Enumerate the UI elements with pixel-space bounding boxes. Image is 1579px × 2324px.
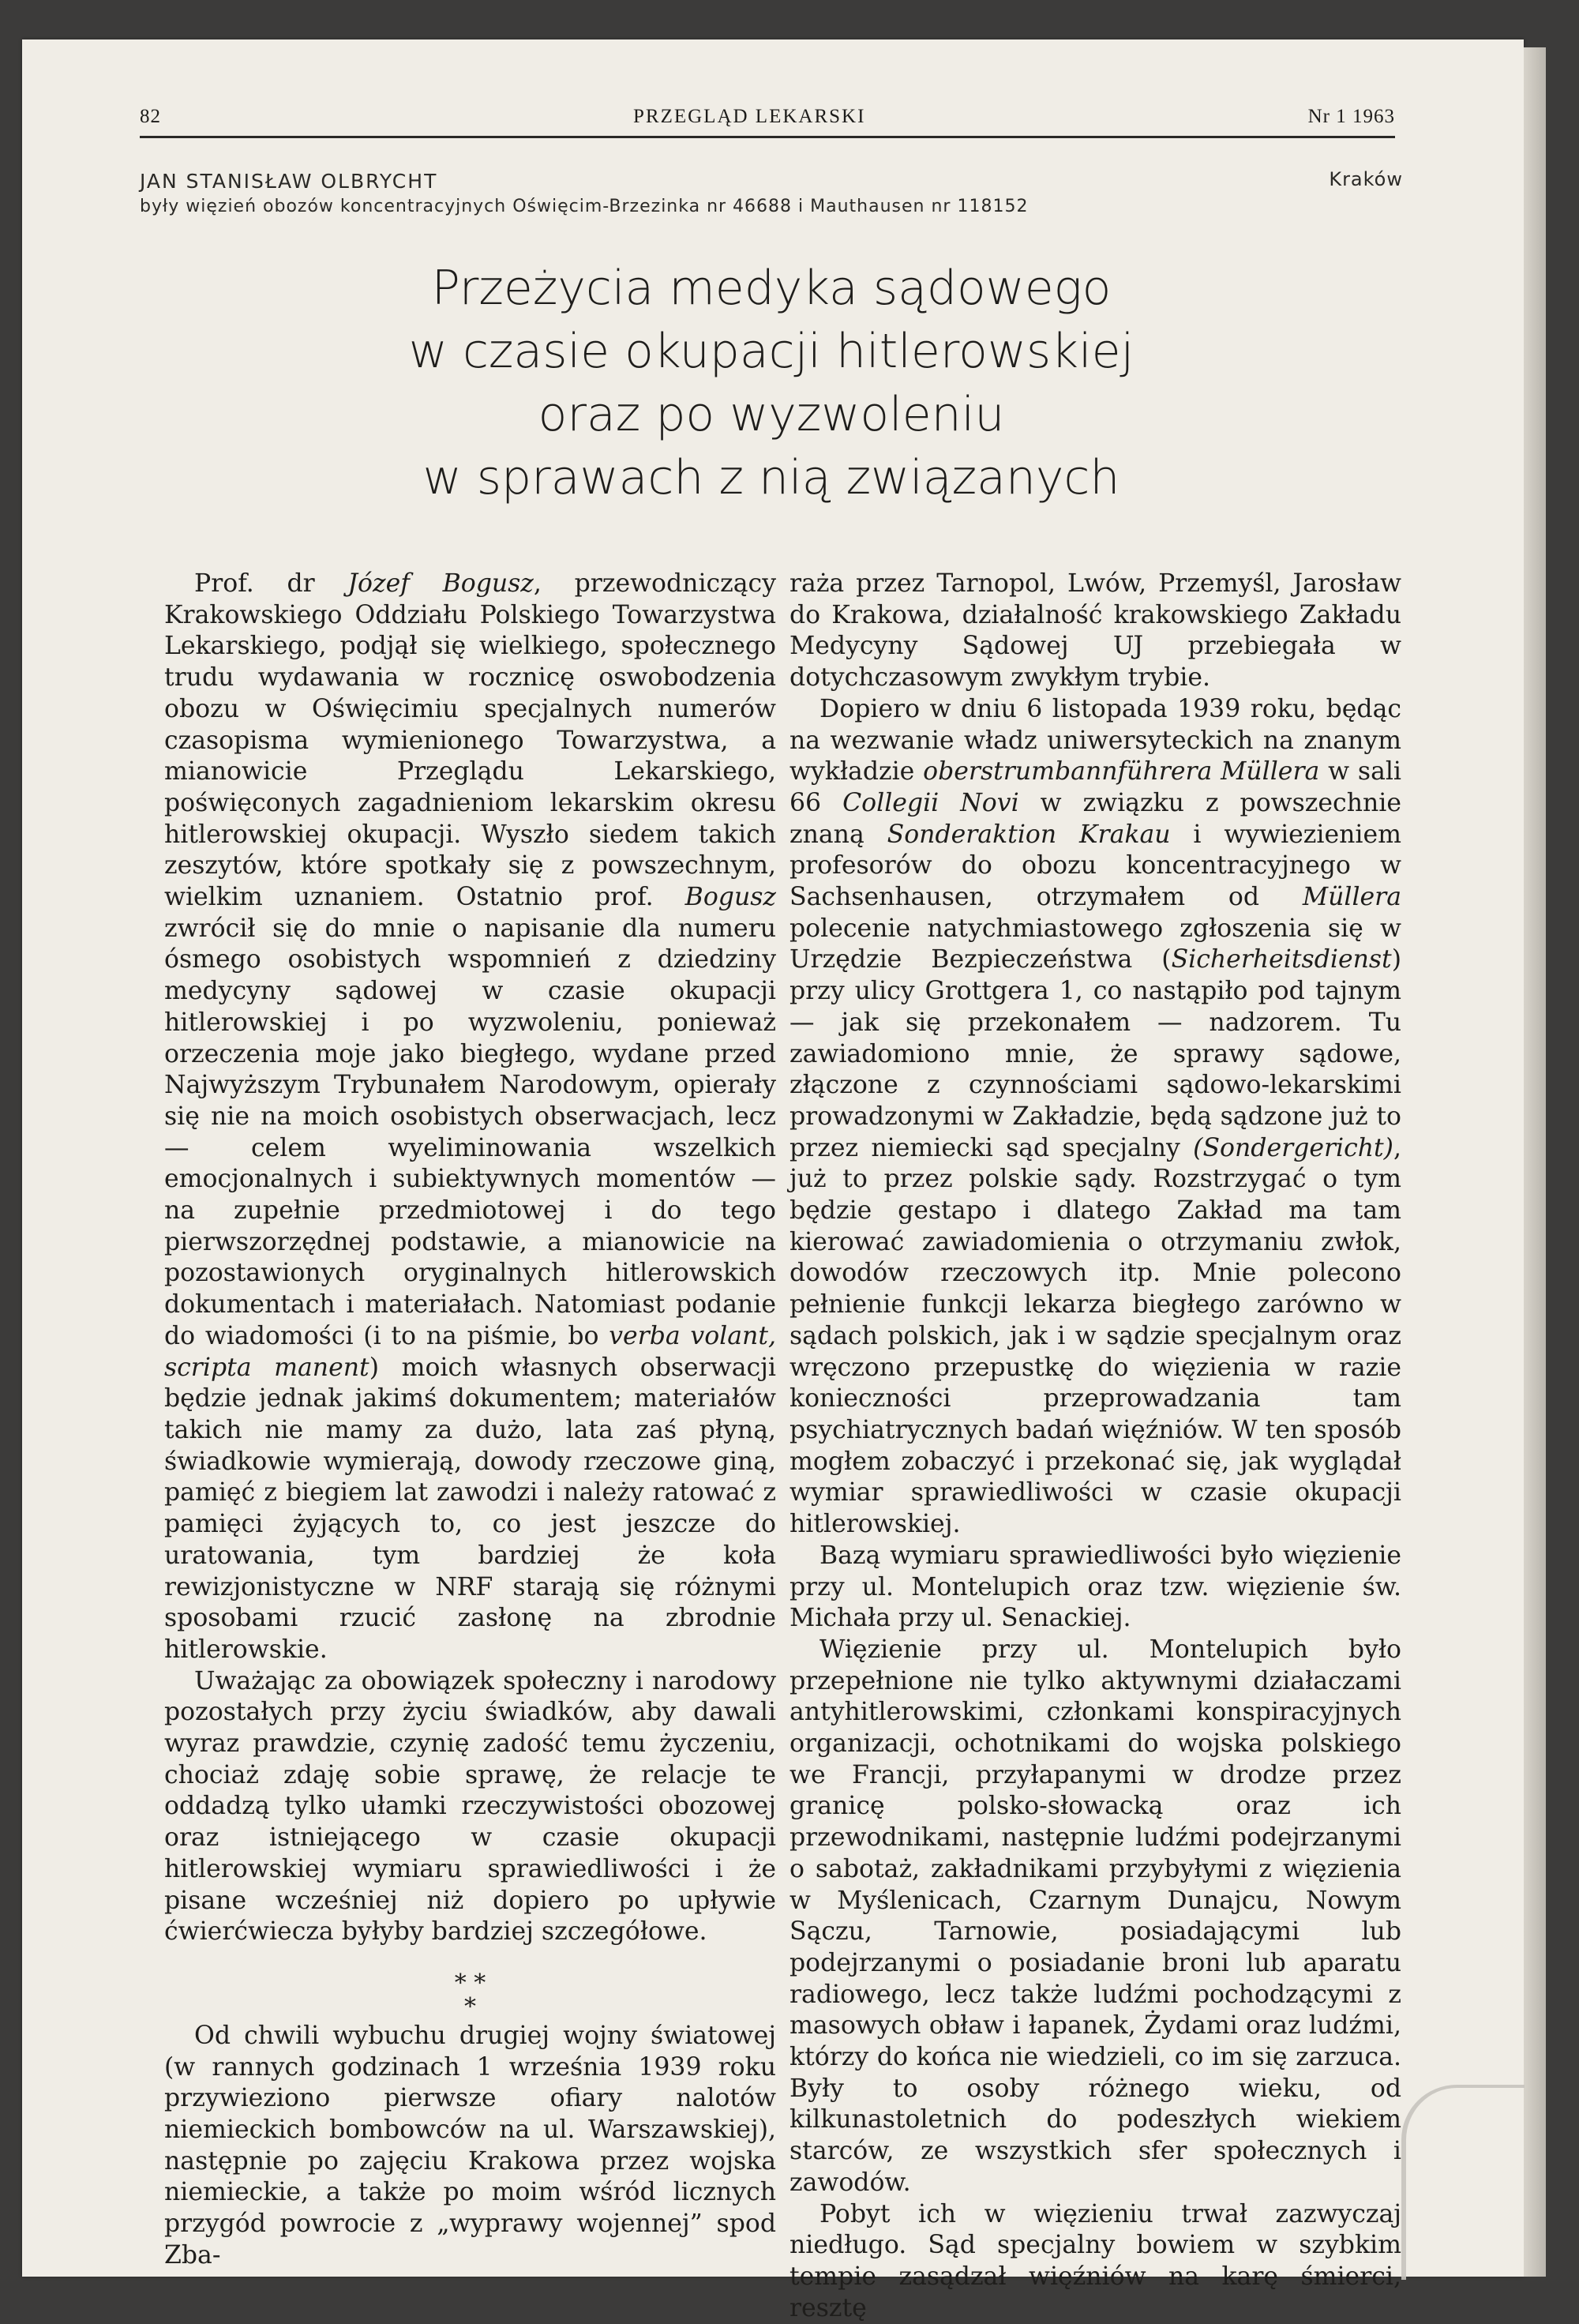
asterisks-top: * * bbox=[454, 1969, 486, 1997]
author-affiliation: były więzień obozów koncentracyjnych Oświęcim-Brzezinka nr 46688 i Mauthausen nr 118152 bbox=[140, 197, 1029, 216]
paragraph: Więzienie przy ul. Montelupich było przepełnione nie tylko aktywnymi działaczami antyhitlerowskimi, członkami konspiracyjnych organizacji, ochotnikami do wojska polskiego we Francji, przyłapanymi w drodze przez granicę polsko-słowacką oraz ich przewodnikami, następnie ludźmi podejrzanymi o sabotaż, zakładnikami przybyłymi z więzienia w Myślenicach, Czarnym Dunajcu, Nowym Sączu, Tarnowie, posiadającymi lub podejrzanymi o posiadanie broni lub aparatu radiowego, lecz także ludźmi pochodzącymi z masowych obław i łapanek, Żydami oraz ludźmi, którzy do końca nie wiedzieli, co im się zarzuca. Były to osoby różnego wieku, od kilkunastoletnich do podeszłych wiekiem starców, ze wszystkich sfer społecznych i zawodów. bbox=[790, 1635, 1401, 2197]
journal-title: PRZEGLĄD LEKARSKI bbox=[633, 106, 866, 127]
page-number: 82 bbox=[140, 106, 161, 127]
paragraph: Bazą wymiaru sprawiedliwości było więzienie przy ul. Montelupich oraz tzw. więzienie św. Michała przy ul. Senackiej. bbox=[790, 1541, 1401, 1633]
title-line: Przeżycia medyka sądowego bbox=[431, 261, 1112, 316]
author-block bbox=[140, 168, 1403, 219]
title-line: w czasie okupacji hitlerowskiej bbox=[408, 324, 1135, 379]
paragraph: Dopiero w dniu 6 listopada 1939 roku, będąc na wezwanie władz uniwersyteckich na znanym wykładzie oberstrumbannführera Müllera w sali 66 Collegii Novi w związku z powszechnie znaną Sonderaktion Krakau i wywiezieniem profesorów do obozu koncentracyjnego w Sachsenhausen, otrzymałem od Müllera polecenie natychmiastowego zgłoszenia się w Urzędzie Bezpieczeństwa (Sicherheitsdienst) przy ulicy Grottgera 1, co nastąpiło pod tajnym — jak się przekonałem — nadzorem. Tu zawiadomiono mnie, że sprawy sądowe, złączone z czynnościami sądowo-lekarskimi prowadzonymi w Zakładzie, będą sądzone już to przez niemiecki sąd specjalny (Sondergericht), już to przez polskie sądy. Rozstrzygać o tym będzie gestapo i dlatego Zakład ma tam kierować zawiadomienia o otrzymaniu zwłok, dowodów rzeczowych itp. Mnie polecono pełnienie funkcji lekarza biegłego zarówno w sądach polskich, jak i w sądzie specjalnym oraz wręczono przepustkę do więzienia w razie konieczności przeprowadzania tam psychiatrycznych badań więźniów. W ten sposób mogłem zobaczyć i przekonać się, jak wyglądał wymiar sprawiedliwości w czasie okupacji hitlerowskiej. bbox=[790, 694, 1401, 1539]
page-edge-shadow bbox=[1524, 47, 1546, 2277]
paragraph-continued: raża przez Tarnopol, Lwów, Przemyśl, Jarosław do Krakowa, działalność krakowskiego Zakładu Medycyny Sądowej UJ przebiegała w dotychczasowym zwykłym trybie. bbox=[790, 569, 1401, 693]
section-separator bbox=[164, 1948, 776, 2021]
paragraph: Od chwili wybuchu drugiej wojny światowej (w rannych godzinach 1 września 1939 roku przywieziono pierwsze ofiary nalotów niemieckich bombowców na ul. Warszawskiej), następnie po zajęciu Krakowa przez wojska niemieckie, a także po moim wśród licznych przygód powrocie z „wyprawy wojennej” spod Zba- bbox=[164, 2021, 776, 2270]
author-name: JAN STANISŁAW OLBRYCHT bbox=[140, 170, 438, 193]
paragraph: Pobyt ich w więzieniu trwał zazwyczaj niedługo. Sąd specjalny bowiem w szybkim tempie zasądzał więźniów na karę śmierci, resztę bbox=[790, 2199, 1401, 2322]
right-text-column bbox=[790, 569, 1401, 2324]
running-header bbox=[140, 101, 1395, 138]
issue-number: Nr 1 1963 bbox=[1307, 106, 1395, 127]
title-line: w sprawach z nią związanych bbox=[422, 450, 1120, 505]
paragraph: Prof. dr Józef Bogusz, przewodniczący Krakowskiego Oddziału Polskiego Towarzystwa Lekarskiego, podjął się wielkiego, społecznego trudu wydawania w rocznicę oswobodzenia obozu w Oświęcimiu specjalnych numerów czasopisma wymienionego Towarzystwa, a mianowicie Przeglądu Lekarskiego, poświęconych zagadnieniom lekarskim okresu hitlerowskiej okupacji. Wyszło siedem takich zeszytów, które spotkały się z powszechnym, wielkim uznaniem. Ostatnio prof. Bogusz zwrócił się do mnie o napisanie dla numeru ósmego osobistych wspomnień z dziedziny medycyny sądowej w czasie okupacji hitlerowskiej i po wyzwoleniu, ponieważ orzeczenia moje jako biegłego, wydane przed Najwyższym Trybunałem Narodowym, opierały się nie na moich osobistych obserwacjach, lecz — celem wyeliminowania wszelkich emocjonalnych i subiektywnych momentów — na zupełnie przedmiotowej i do tego pierwszorzędnej podstawie, a mianowicie na pozostawionych oryginalnych hitlerowskich dokumentach i materiałach. Natomiast podanie do wiadomości (i to na piśmie, bo verba volant, scripta manent) moich własnych obserwacji będzie jednak jakimś dokumentem; materiałów takich nie mamy za dużo, lata zaś płyną, świadkowie wymierają, dowody rzeczowe giną, pamięć z biegiem lat zawodzi i należy ratować z pamięci żyjących to, co jest jeszcze do uratowania, tym bardziej że koła rewizjonistyczne w NRF starają się różnymi sposobami rzucić zasłonę na zbrodnie hitlerowskie. bbox=[164, 569, 776, 1664]
article-title bbox=[140, 257, 1403, 509]
asterisk-bottom: * bbox=[464, 1992, 476, 2021]
left-text-column bbox=[164, 569, 776, 2272]
plastic-tab-overlay bbox=[1401, 2085, 1525, 2280]
paragraph: Uważając za obowiązek społeczny i narodowy pozostałych przy życiu świadków, aby dawali wyraz prawdzie, czynię zadość temu życzeniu, chociaż zdaję sobie sprawę, że relacje te oddadzą tylko ułamki rzeczywistości obozowej oraz istniejącego w czasie okupacji hitlerowskiej wymiaru sprawiedliwości i że pisane wcześniej niż dopiero po upływie ćwierćwiecza byłyby bardziej szczegółowe. bbox=[164, 1666, 776, 1947]
title-line: oraz po wyzwoleniu bbox=[538, 387, 1005, 442]
author-place: Kraków bbox=[1329, 168, 1403, 190]
